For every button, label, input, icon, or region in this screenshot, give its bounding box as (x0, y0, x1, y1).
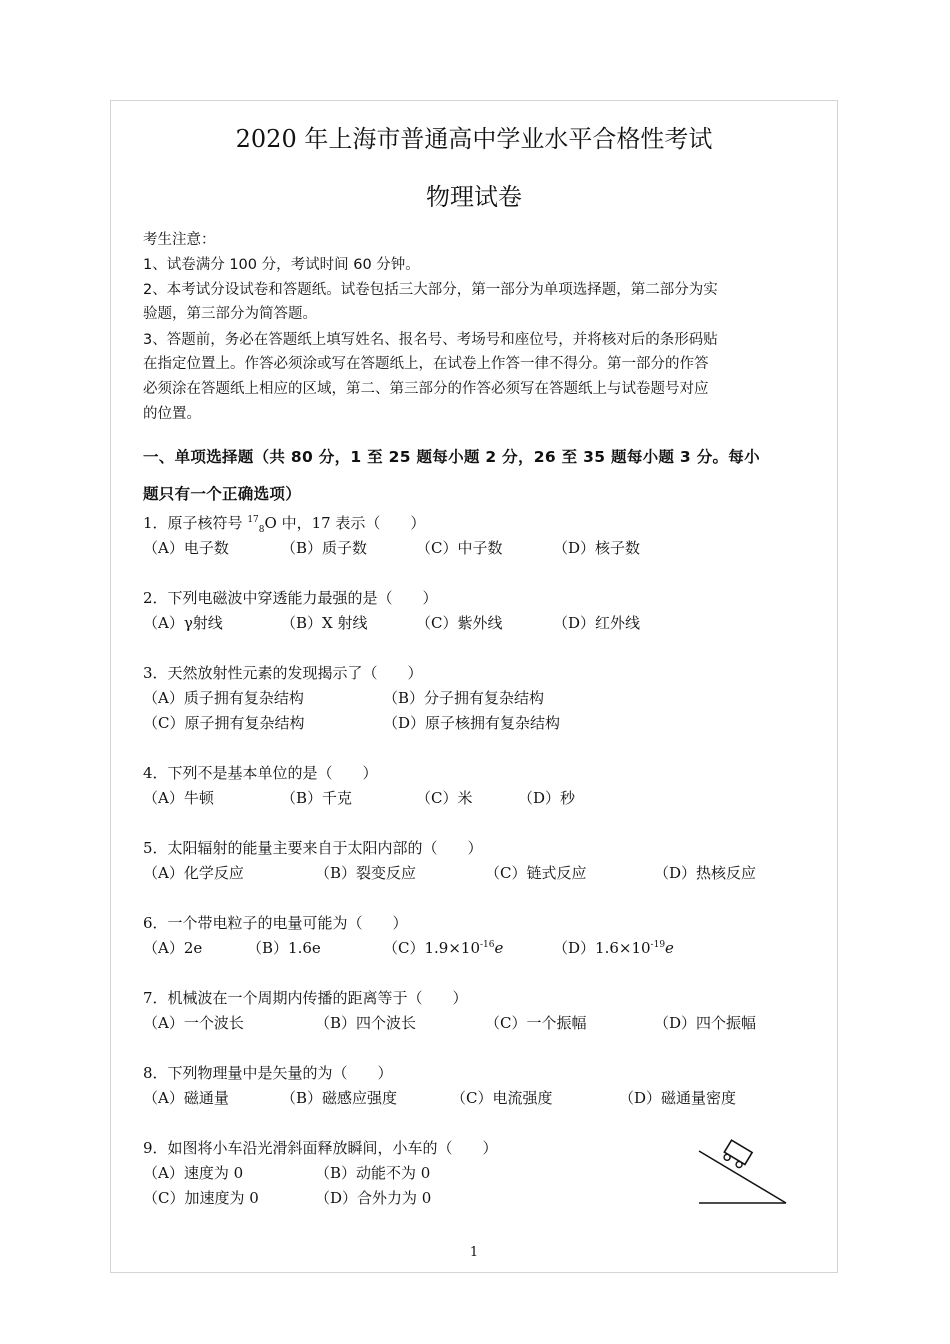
notice-line: 的位置。 (143, 406, 201, 422)
question-7-option-d: （D）四个振幅 (654, 1014, 757, 1032)
question-4-option-c: （C）米 (416, 789, 473, 807)
question-5-stem: 5．太阳辐射的能量主要来自于太阳内部的（ ） (143, 839, 483, 857)
cart-icon (721, 1140, 752, 1170)
question-3-option-c: （C）原子拥有复杂结构 (143, 714, 305, 732)
question-2-stem: 2．下列电磁波中穿透能力最强的是（ ） (143, 589, 438, 607)
question-9-option-d: （D）合外力为 0 (315, 1189, 432, 1207)
question-2-option-c: （C）紫外线 (416, 614, 503, 632)
question-1-stem: 1．原子核符号 $^{17}_8$O 中，17 表示（ ） (143, 514, 426, 535)
question-9-option-c: （C）加速度为 0 (143, 1189, 259, 1207)
question-1-option-a: （A）电子数 (143, 539, 229, 557)
question-7-stem: 7．机械波在一个周期内传播的距离等于（ ） (143, 989, 468, 1007)
question-6-stem: 6．一个带电粒子的电量可能为（ ） (143, 914, 408, 932)
question-4-stem: 4．下列不是基本单位的是（ ） (143, 764, 378, 782)
question-2-option-b: （B）X 射线 (281, 614, 368, 632)
question-8-option-b: （B）磁感应强度 (281, 1089, 398, 1107)
question-3-option-a: （A）质子拥有复杂结构 (143, 689, 304, 707)
question-6-option-c: $(C)1.9\times 10^{-16}e$ (383, 939, 504, 957)
notice-line: 在指定位置上。作答必须涂或写在答题纸上，在试卷上作答一律不得分。第一部分的作答 (143, 356, 709, 372)
question-4-option-b: （B）千克 (281, 789, 353, 807)
exam-title: 2020 年上海市普通高中学业水平合格性考试 (235, 125, 713, 153)
question-9-stem: 9．如图将小车沿光滑斜面释放瞬间，小车的（ ） (143, 1139, 498, 1157)
question-5-option-c: （C）链式反应 (485, 864, 587, 882)
question-1-option-d: （D）核子数 (553, 539, 641, 557)
question-6-option-a: （A）2e (143, 939, 203, 957)
question-3-option-b: （B）分子拥有复杂结构 (383, 689, 545, 707)
notice-line: 验题，第三部分为简答题。 (143, 306, 317, 322)
question-7-option-c: （C）一个振幅 (485, 1014, 587, 1032)
question-7-option-a: （A）一个波长 (143, 1014, 244, 1032)
question-1-option-c: （C）中子数 (416, 539, 503, 557)
page-number: 1 (469, 1245, 479, 1260)
question-3-stem: 3．天然放射性元素的发现揭示了（ ） (143, 664, 423, 682)
question-8-option-a: （A）磁通量 (143, 1089, 229, 1107)
section-heading-cont: 题只有一个正确选项） (143, 485, 302, 503)
question-9-option-a: （A）速度为 0 (143, 1164, 244, 1182)
question-4-option-a: （A）牛顿 (143, 789, 214, 807)
question-6-option-b: （B）1.6e (247, 939, 321, 957)
question-3-option-d: （D）原子核拥有复杂结构 (383, 714, 561, 732)
question-5-option-d: （D）热核反应 (654, 864, 757, 882)
exam-page (110, 100, 838, 1273)
notice-line: 必须涂在答题纸上相应的区域，第二、第三部分的作答必须写在答题纸上与试卷题号对应 (143, 381, 709, 397)
notice-title: 考生注意： (143, 232, 216, 248)
question-2-option-d: （D）红外线 (553, 614, 641, 632)
notice-line: 1、试卷满分 100 分，考试时间 60 分钟。 (143, 257, 420, 273)
question-8-option-d: （D）磁通量密度 (619, 1089, 737, 1107)
section-heading: 一、单项选择题（共 80 分，1 至 25 题每小题 2 分，26 至 35 题每小题 3 分。每小 (143, 448, 760, 466)
incline-cart-figure (691, 1133, 791, 1213)
question-4-option-d: （D）秒 (518, 789, 576, 807)
question-2-option-a: （A）γ射线 (143, 614, 223, 632)
notice-line: 2、本考试分设试卷和答题纸。试卷包括三大部分，第一部分为单项选择题，第二部分为实 (143, 282, 718, 298)
exam-subtitle: 物理试卷 (426, 183, 522, 211)
question-7-option-b: （B）四个波长 (315, 1014, 417, 1032)
question-8-stem: 8．下列物理量中是矢量的为（ ） (143, 1064, 393, 1082)
question-6-option-d: $(D)1.6\times 10^{-19}e$ (553, 939, 674, 957)
question-5-option-a: （A）化学反应 (143, 864, 244, 882)
question-1-option-b: （B）质子数 (281, 539, 368, 557)
question-8-option-c: （C）电流强度 (451, 1089, 553, 1107)
question-9-option-b: （B）动能不为 0 (315, 1164, 431, 1182)
question-5-option-b: （B）裂变反应 (315, 864, 417, 882)
notice-line: 3、答题前，务必在答题纸上填写姓名、报名号、考场号和座位号，并将核对后的条形码贴 (143, 332, 718, 348)
